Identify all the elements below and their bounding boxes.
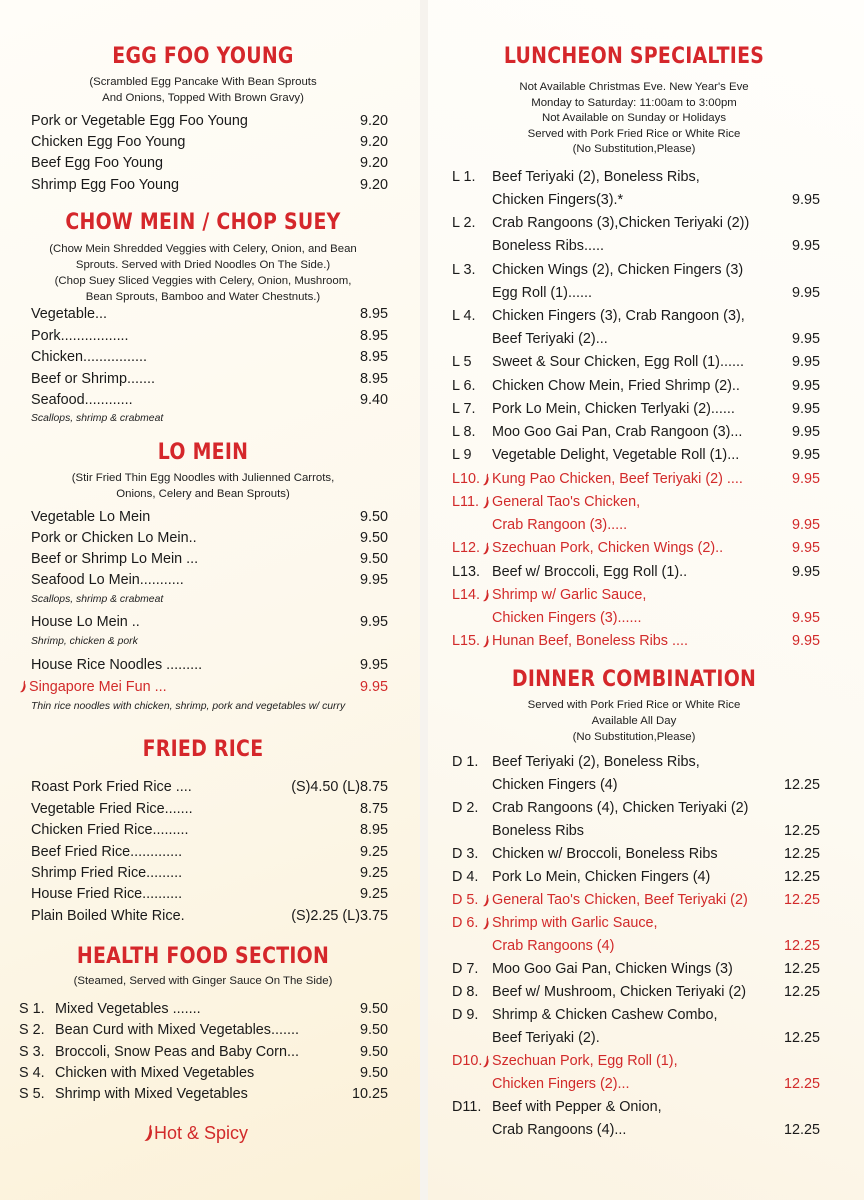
- item-description-line: Beef w/ Broccoli, Egg Roll (1)..: [492, 563, 688, 580]
- item-price: 9.50: [359, 551, 388, 567]
- menu-item: [31, 326, 388, 347]
- item-price: 12.25: [783, 823, 820, 839]
- item-description-line: Beef w/ Mushroom, Chicken Teriyaki (2): [492, 984, 747, 1000]
- combo-item-spicy: [452, 913, 820, 959]
- menu-item: [31, 347, 388, 368]
- menu-item: [31, 612, 388, 633]
- item-code: D11.: [452, 1099, 482, 1115]
- item-code: L 9: [452, 447, 472, 464]
- hot-pepper-icon: [143, 1124, 154, 1142]
- item-name: Shrimp Egg Foo Young: [31, 177, 180, 193]
- section-desc-line: Monday to Saturday: 11:00am to 3:00pm: [531, 97, 737, 109]
- item-price: 8.95: [359, 349, 388, 365]
- item-price: 9.50: [359, 1022, 388, 1038]
- item-name: Vegetable Lo Mein: [31, 509, 151, 525]
- section-desc-line: Not Available on Sunday or Holidays: [541, 112, 727, 124]
- item-price: 12.25: [783, 1030, 820, 1046]
- combo-item: [452, 167, 820, 213]
- menu-item: [31, 153, 388, 174]
- item-price: 8.75: [359, 801, 388, 817]
- item-description-line: Chicken Fingers (3), Crab Rangoon (3),: [492, 307, 745, 324]
- item-description-line: Chicken Fingers (3)......: [492, 609, 642, 626]
- menu-item: [31, 390, 388, 411]
- item-description-line: Chicken w/ Broccoli, Boneless Ribs: [492, 846, 718, 862]
- item-price: 9.95: [791, 400, 820, 417]
- item-description-line: Szechuan Pork, Chicken Wings (2)..: [492, 540, 724, 557]
- combo-item: [452, 306, 820, 352]
- item-description-line: Chicken Fingers (4): [492, 777, 618, 793]
- item-price: 9.95: [359, 572, 388, 588]
- item-code: L13.: [452, 563, 481, 580]
- item-name: Pork.................: [31, 328, 129, 344]
- item-price: 9.95: [791, 330, 820, 347]
- item-name: Chicken................: [31, 349, 147, 365]
- item-description-line: Kung Pao Chicken, Beef Teriyaki (2) ....: [492, 470, 743, 487]
- item-price: 9.95: [791, 377, 820, 394]
- item-name: House Lo Mein ..: [31, 614, 140, 630]
- item-price: (S)2.25 (L)3.75: [291, 908, 388, 924]
- item-name: Roast Pork Fried Rice ....: [31, 779, 192, 795]
- item-code: D 6.: [452, 915, 479, 931]
- item-code: L 2.: [452, 215, 476, 232]
- item-code: L12.: [452, 540, 481, 557]
- combo-item: [452, 844, 820, 867]
- legend-label: Hot & Spicy: [154, 1123, 249, 1143]
- combo-item: [452, 1005, 820, 1051]
- combo-item-spicy: [452, 538, 820, 561]
- item-code: L 7.: [452, 400, 476, 417]
- item-price: 9.95: [791, 563, 820, 580]
- item-description-line: Boneless Ribs.....: [492, 238, 604, 255]
- combo-item-spicy: [452, 469, 820, 492]
- section-title-dinner: DINNER COMBINATION: [511, 667, 757, 692]
- item-price: 8.95: [359, 328, 388, 344]
- item-name: Chicken Fried Rice.........: [31, 822, 189, 838]
- item-price: 9.50: [359, 1065, 388, 1081]
- item-name: Bean Curd with Mixed Vegetables.......: [55, 1022, 299, 1038]
- hot-pepper-icon: [482, 894, 490, 907]
- item-description-line: Crab Rangoons (3),Chicken Teriyaki (2)): [492, 215, 750, 232]
- item-price: 9.95: [791, 238, 820, 255]
- menu-item: [31, 304, 388, 325]
- item-code: D 3.: [452, 846, 479, 862]
- combo-item: [452, 260, 820, 306]
- item-price: 9.95: [791, 633, 820, 650]
- item-code: L14.: [452, 586, 481, 603]
- section-desc-line: Onions, Celery and Bean Sprouts): [116, 488, 290, 500]
- item-name: Mixed Vegetables .......: [55, 1001, 201, 1017]
- item-price: 9.95: [359, 679, 388, 695]
- item-description-line: Chicken Chow Mein, Fried Shrimp (2)..: [492, 377, 740, 394]
- item-code: S 3.: [19, 1044, 45, 1060]
- item-price: 8.95: [359, 306, 388, 322]
- item-code: L 5: [452, 354, 472, 371]
- menu-item: [31, 777, 388, 798]
- item-price: 9.95: [791, 470, 820, 487]
- combo-item-spicy: [452, 890, 820, 913]
- combo-item: [452, 376, 820, 399]
- item-description-line: Beef Teriyaki (2), Boneless Ribs,: [492, 754, 700, 770]
- item-description-line: Hunan Beef, Boneless Ribs ....: [492, 633, 688, 650]
- item-code: L 4.: [452, 307, 476, 324]
- item-price: 9.20: [359, 177, 388, 193]
- menu-item: [31, 528, 388, 549]
- item-description-line: Pork Lo Mein, Chicken Fingers (4): [492, 869, 711, 885]
- item-price: 9.20: [359, 113, 388, 129]
- menu-item: [19, 1042, 388, 1063]
- combo-item: [452, 982, 820, 1005]
- item-code: L11.: [452, 494, 479, 510]
- section-desc-line: (No Substitution,Please): [572, 143, 696, 155]
- hot-pepper-icon: [482, 542, 490, 555]
- item-price: 9.95: [359, 614, 388, 630]
- item-code: D 8.: [452, 984, 479, 1000]
- item-price: (S)4.50 (L)8.75: [291, 779, 388, 795]
- item-name: Beef or Shrimp Lo Mein ...: [31, 551, 199, 567]
- section-desc-line: And Onions, Topped With Brown Gravy): [102, 92, 304, 104]
- item-name: Pork or Vegetable Egg Foo Young: [31, 113, 248, 129]
- hot-pepper-icon: [482, 473, 490, 486]
- item-price: 12.25: [783, 777, 820, 793]
- menu-item: [31, 906, 388, 927]
- item-price: 9.25: [359, 865, 388, 881]
- item-price: 9.50: [359, 530, 388, 546]
- section-title-lo-mein: LO MEIN: [157, 440, 249, 465]
- menu-item: [31, 820, 388, 841]
- section-desc-line: (Steamed, Served with Ginger Sauce On The Side): [73, 975, 333, 987]
- item-code: D 4.: [452, 869, 479, 885]
- item-price: 12.25: [783, 938, 820, 954]
- item-description-line: Moo Goo Gai Pan, Chicken Wings (3): [492, 961, 733, 977]
- item-description-line: Shrimp with Garlic Sauce,: [492, 915, 658, 931]
- section-title-chow-mein: CHOW MEIN / CHOP SUEY: [65, 210, 341, 235]
- combo-item: [452, 867, 820, 890]
- item-price: 9.95: [791, 609, 820, 626]
- menu-item: [31, 570, 388, 591]
- item-name: Chicken Egg Foo Young: [31, 134, 186, 150]
- left-menu-panel: [0, 0, 420, 1200]
- menu-item: [31, 863, 388, 884]
- menu-item: [19, 1063, 388, 1084]
- item-description-line: Chicken Wings (2), Chicken Fingers (3): [492, 261, 744, 278]
- item-name: Seafood............: [31, 392, 133, 408]
- combo-item-spicy: [452, 631, 820, 654]
- item-price: 10.25: [351, 1086, 388, 1102]
- item-price: 9.20: [359, 134, 388, 150]
- item-name: Chicken with Mixed Vegetables: [55, 1065, 255, 1081]
- item-name: Shrimp with Mixed Vegetables: [55, 1086, 248, 1102]
- item-description-line: General Tao's Chicken,: [492, 494, 641, 510]
- menu-item: [31, 111, 388, 132]
- menu-item: [31, 655, 388, 676]
- item-price: 9.95: [791, 284, 820, 301]
- combo-item: [452, 752, 820, 798]
- item-code: L 8.: [452, 424, 476, 441]
- menu-item: [19, 1084, 388, 1105]
- menu-item-spicy: [19, 677, 388, 698]
- menu-item: [19, 999, 388, 1020]
- item-price: 12.25: [783, 961, 820, 977]
- menu-item: [31, 369, 388, 390]
- item-description-line: Beef with Pepper & Onion,: [492, 1099, 662, 1115]
- item-code: D 2.: [452, 800, 479, 816]
- item-description-line: Moo Goo Gai Pan, Crab Rangoon (3)...: [492, 424, 743, 441]
- item-name: Plain Boiled White Rice.: [31, 908, 185, 924]
- item-price: 12.25: [783, 846, 820, 862]
- item-description-line: Chicken Fingers(3).*: [492, 192, 624, 208]
- combo-item: [452, 445, 820, 468]
- item-description-line: Crab Rangoon (3).....: [492, 517, 628, 533]
- menu-item: [31, 842, 388, 863]
- combo-item-spicy: [452, 585, 820, 631]
- item-price: 9.95: [791, 354, 820, 371]
- menu-item: [19, 1020, 388, 1041]
- combo-item: [452, 352, 820, 375]
- item-price: 8.95: [359, 371, 388, 387]
- combo-item: [452, 562, 820, 585]
- hot-spicy-legend: [143, 1121, 248, 1144]
- section-desc-line: Served with Pork Fried Rice or White Rice: [527, 699, 741, 711]
- item-price: 9.95: [791, 192, 820, 208]
- item-price: 9.50: [359, 509, 388, 525]
- combo-item: [452, 213, 820, 259]
- item-name: Beef Egg Foo Young: [31, 155, 164, 171]
- item-note: Scallops, shrimp & crabmeat: [31, 594, 164, 605]
- item-price: 12.25: [783, 892, 820, 908]
- menu-item: [31, 884, 388, 905]
- section-desc-line: (Stir Fried Thin Egg Noodles with Julienned Carrots,: [71, 472, 335, 484]
- item-description-line: Beef Teriyaki (2).: [492, 1030, 600, 1046]
- item-price: 9.50: [359, 1044, 388, 1060]
- item-description-line: Crab Rangoons (4)...: [492, 1122, 627, 1138]
- hot-pepper-icon: [19, 680, 27, 693]
- item-code: S 2.: [19, 1022, 45, 1038]
- item-code: L10.: [452, 470, 481, 487]
- item-price: 9.40: [359, 392, 388, 408]
- item-price: 12.25: [783, 1122, 820, 1138]
- item-price: 9.95: [791, 517, 820, 533]
- item-price: 9.95: [791, 447, 820, 464]
- item-price: 9.50: [359, 1001, 388, 1017]
- section-title-fried-rice: FRIED RICE: [142, 737, 264, 762]
- item-description-line: Shrimp & Chicken Cashew Combo,: [492, 1007, 718, 1023]
- item-price: 9.95: [791, 540, 820, 557]
- item-description-line: Vegetable Delight, Vegetable Roll (1)...: [492, 447, 740, 464]
- combo-item: [452, 959, 820, 982]
- item-code: D 7.: [452, 961, 479, 977]
- item-price: 9.25: [359, 886, 388, 902]
- combo-item-spicy: [452, 492, 820, 538]
- item-note: Thin rice noodles with chicken, shrimp, pork and vegetables w/ curry: [31, 701, 346, 712]
- section-title-luncheon: LUNCHEON SPECIALTIES: [503, 44, 765, 69]
- section-desc-line: Available All Day: [591, 715, 677, 727]
- item-name: Broccoli, Snow Peas and Baby Corn...: [55, 1044, 299, 1060]
- item-description-line: Beef Teriyaki (2), Boneless Ribs,: [492, 169, 700, 185]
- item-name: Vegetable...: [31, 306, 108, 322]
- hot-pepper-icon: [482, 589, 490, 602]
- right-menu-panel: [428, 0, 864, 1200]
- item-description-line: Szechuan Pork, Egg Roll (1),: [492, 1053, 678, 1069]
- item-code: D 9.: [452, 1007, 479, 1023]
- hot-pepper-icon: [482, 496, 490, 509]
- menu-item: [31, 507, 388, 528]
- item-note: Shrimp, chicken & pork: [31, 636, 138, 647]
- combo-item: [452, 399, 820, 422]
- item-name: Singapore Mei Fun ...: [29, 679, 167, 695]
- item-description-line: Beef Teriyaki (2)...: [492, 330, 608, 347]
- item-description-line: Sweet & Sour Chicken, Egg Roll (1)......: [492, 354, 744, 371]
- item-name: House Fried Rice..........: [31, 886, 183, 902]
- item-code: S 5.: [19, 1086, 45, 1102]
- item-name: Pork or Chicken Lo Mein..: [31, 530, 197, 546]
- item-note: Scallops, shrimp & crabmeat: [31, 413, 164, 424]
- menu-item: [31, 549, 388, 570]
- section-desc-line: (Chop Suey Sliced Veggies with Celery, Onion, Mushroom,: [54, 275, 352, 287]
- section-desc-line: Served with Pork Fried Rice or White Rice: [527, 128, 741, 140]
- menu-item: [31, 799, 388, 820]
- section-title-egg-foo-young: EGG FOO YOUNG: [112, 44, 294, 69]
- item-description-line: Egg Roll (1)......: [492, 284, 592, 301]
- item-price: 9.95: [359, 657, 388, 673]
- item-description-line: Shrimp w/ Garlic Sauce,: [492, 586, 647, 603]
- item-description-line: Pork Lo Mein, Chicken Terlyaki (2)......: [492, 400, 735, 417]
- item-description-line: Crab Rangoons (4): [492, 938, 615, 954]
- section-desc-line: Bean Sprouts, Bamboo and Water Chestnuts.): [85, 291, 321, 303]
- item-price: 9.95: [791, 424, 820, 441]
- combo-item: [452, 1097, 820, 1143]
- item-price: 12.25: [783, 1076, 820, 1092]
- item-name: Beef Fried Rice.............: [31, 844, 183, 860]
- item-code: D10.: [452, 1053, 483, 1069]
- combo-item: [452, 798, 820, 844]
- item-description-line: Chicken Fingers (2)...: [492, 1076, 630, 1092]
- hot-pepper-icon: [482, 1055, 490, 1068]
- item-price: 8.95: [359, 822, 388, 838]
- item-description-line: Crab Rangoons (4), Chicken Teriyaki (2): [492, 800, 749, 816]
- section-desc-line: (Scrambled Egg Pancake With Bean Sprouts: [89, 76, 317, 88]
- item-price: 12.25: [783, 869, 820, 885]
- item-code: D 5.: [452, 892, 479, 908]
- item-code: S 4.: [19, 1065, 45, 1081]
- item-code: S 1.: [19, 1001, 45, 1017]
- item-description-line: Boneless Ribs: [492, 823, 584, 839]
- section-title-health-food: HEALTH FOOD SECTION: [76, 944, 330, 969]
- item-price: 9.25: [359, 844, 388, 860]
- section-desc-line: Not Available Christmas Eve. New Year's Eve: [519, 81, 749, 93]
- item-code: D 1.: [452, 754, 479, 770]
- item-name: Seafood Lo Mein...........: [31, 572, 184, 588]
- combo-item-spicy: [452, 1051, 820, 1097]
- item-name: Shrimp Fried Rice.........: [31, 865, 183, 881]
- item-code: L 6.: [452, 377, 476, 394]
- item-price: 12.25: [783, 984, 820, 1000]
- menu-item: [31, 175, 388, 196]
- item-price: 9.20: [359, 155, 388, 171]
- hot-pepper-icon: [482, 635, 490, 648]
- hot-pepper-icon: [482, 917, 490, 930]
- section-desc-line: Sprouts. Served with Dried Noodles On The Side.): [75, 259, 331, 271]
- item-name: House Rice Noodles .........: [31, 657, 203, 673]
- combo-item: [452, 422, 820, 445]
- item-name: Vegetable Fried Rice.......: [31, 801, 193, 817]
- item-name: Beef or Shrimp.......: [31, 371, 155, 387]
- menu-item: [31, 132, 388, 153]
- item-code: L 1.: [452, 169, 476, 185]
- section-desc-line: (Chow Mein Shredded Veggies with Celery, Onion, and Bean: [49, 243, 357, 255]
- item-code: L15.: [452, 633, 481, 650]
- item-description-line: General Tao's Chicken, Beef Teriyaki (2): [492, 892, 748, 908]
- item-code: L 3.: [452, 261, 476, 278]
- section-desc-line: (No Substitution,Please): [572, 731, 696, 743]
